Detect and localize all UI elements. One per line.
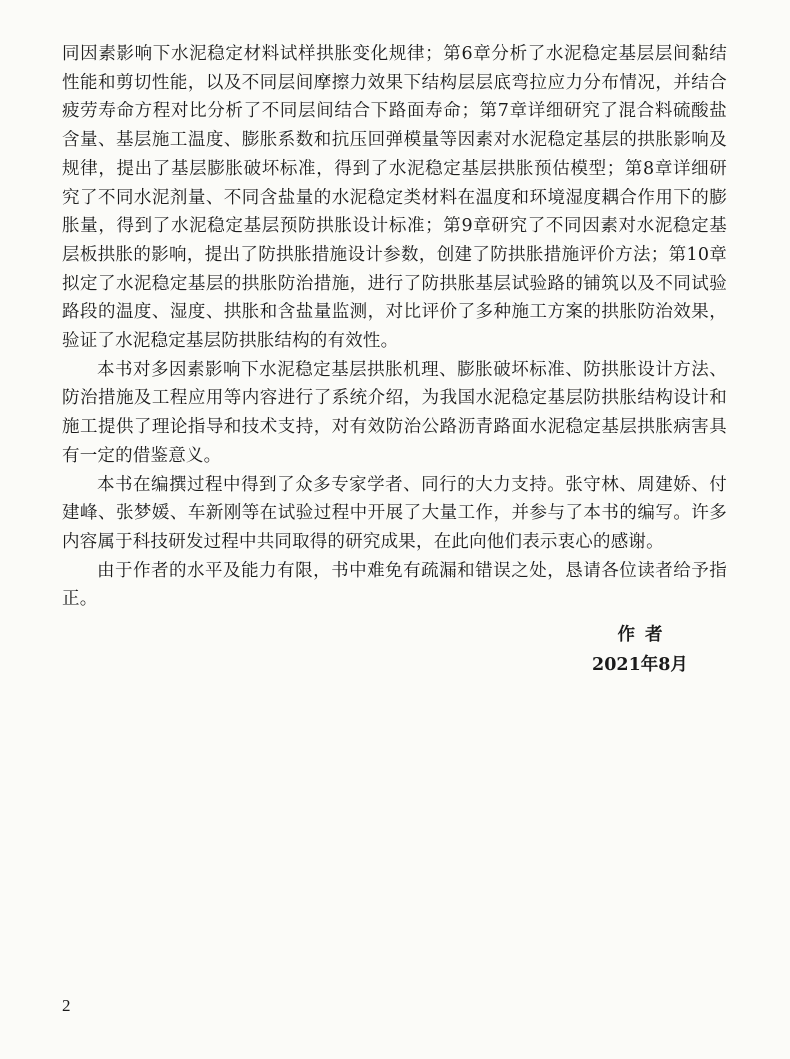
paragraph-disclaimer: 由于作者的水平及能力有限，书中难免有疏漏和错误之处，恳请各位读者给予指正。 <box>62 560 727 610</box>
paragraph-summary: 本书对多因素影响下水泥稳定基层拱胀机理、膨胀破坏标准、防拱胀设计方法、防治措施及工程应用等内容进行了系统介绍，为我国水泥稳定基层防拱胀结构设计和施工提供了理论指导和技术支持，对有效防治公路沥青路面水泥稳定基层拱胀病害具有一定的借鉴意义。 <box>62 359 727 466</box>
paragraph-acknowledgement: 本书在编撰过程中得到了众多专家学者、同行的大力支持。张守林、周建娇、付建峰、张梦媛、车新刚等在试验过程中开展了大量工作，并参与了本书的编写。许多内容属于科技研发过程中共同取得的研究成果，在此向他们表示衷心的感谢。 <box>62 474 727 552</box>
signature-date: 2021年8月 <box>592 655 688 675</box>
page-number: 2 <box>62 996 71 1015</box>
signature-author: 作者 <box>617 625 673 645</box>
preface-body <box>62 40 727 614</box>
paragraph-continuation: 同因素影响下水泥稳定材料试样拱胀变化规律；第6章分析了水泥稳定基层层间黏结性能和剪切性能，以及不同层间摩擦力效果下结构层层底弯拉应力分布情况，并结合疲劳寿命方程对比分析了不同层间结合下路面寿命；第7章详细研究了混合料硫酸盐含量、基层施工温度、膨胀系数和抗压回弹模量等因素对水泥稳定基层的拱胀影响及规律，提出了基层膨胀破坏标准，得到了水泥稳定基层拱胀预估模型；第8章详细研究了不同水泥剂量、不同含盐量的水泥稳定类材料在温度和环境湿度耦合作用下的膨胀量，得到了水泥稳定基层预防拱胀设计标准；第9章研究了不同因素对水泥稳定基层板拱胀的影响，提出了防拱胀措施设计参数，创建了防拱胀措施评价方法；第10章拟定了水泥稳定基层的拱胀防治措施，进行了防拱胀基层试验路的铺筑以及不同试验路段的温度、湿度、拱胀和含盐量监测，对比评价了多种施工方案的拱胀防治效果，验证了水泥稳定基层防拱胀结构的有效性。 <box>62 44 727 352</box>
signature-block <box>560 620 720 680</box>
